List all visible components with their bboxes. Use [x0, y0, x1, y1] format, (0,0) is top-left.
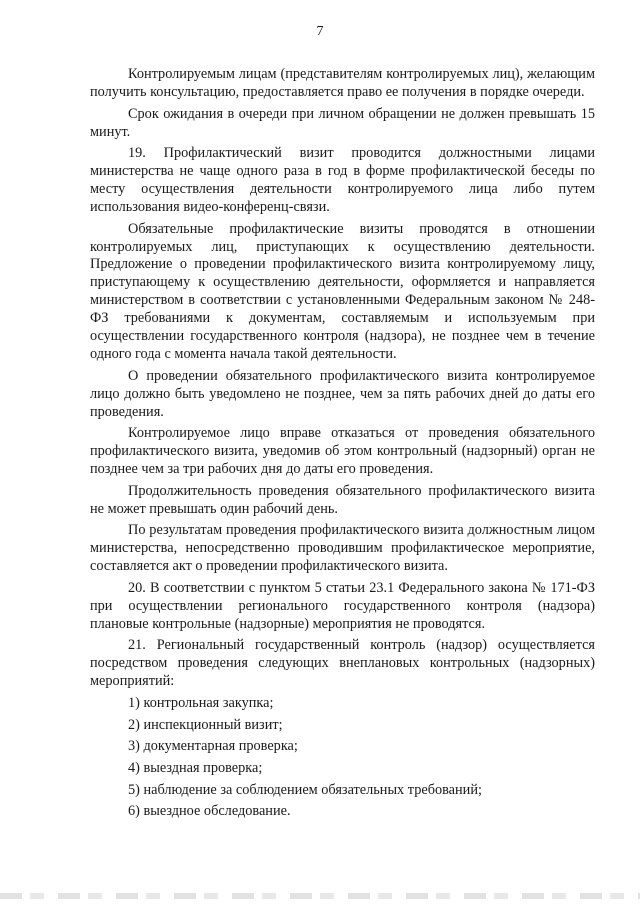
list-item: 4) выездная проверка; [128, 759, 263, 776]
measures-list [90, 695, 595, 821]
paragraph: О проведении обязательного профилактического визита контролируемое лицо должно быть уведомлено не позднее, чем за пять рабочих дней до даты его проведения. [90, 367, 595, 420]
list-item: 1) контрольная закупка; [128, 694, 274, 711]
list-item: 6) выездное обследование. [128, 803, 291, 820]
list-item: 2) инспекционный визит; [128, 716, 283, 733]
paragraph: Продолжительность проведения обязательного профилактического визита не может превышать один рабочий день. [90, 482, 595, 517]
list-item: 3) документарная проверка; [128, 738, 298, 755]
document-body [90, 66, 595, 825]
paragraph: Срок ожидания в очереди при личном обращении не должен превышать 15 минут. [90, 105, 595, 140]
list-item: 5) наблюдение за соблюдением обязательных требований; [128, 781, 482, 798]
paragraph: Контролируемое лицо вправе отказаться от проведения обязательного профилактического визита, уведомив об этом контрольный (надзорный) орган не позднее чем за три рабочих дня до даты его проведения. [90, 425, 595, 478]
paragraph: По результатам проведения профилактического визита должностным лицом министерства, непосредственно проводившим профилактическое мероприятие, составляется акт о проведении профилактического визита. [90, 522, 595, 575]
paragraph: Контролируемым лицам (представителям контролируемых лиц), желающим получить консультацию, предоставляется право ее получения в порядке очереди. [90, 66, 595, 100]
scan-artifact-strip [0, 893, 640, 899]
paragraph: 19. Профилактический визит проводится должностными лицами министерства не чаще одного раза в год в форме профилактической беседы по месту осуществления деятельности контролируемого лица либо путем использования видео-конференц-связи. [90, 145, 595, 215]
page-number: 7 [316, 24, 324, 39]
paragraph: 21. Региональный государственный контроль (надзор) осуществляется посредством проведения следующих внеплановых контрольных (надзорных) мероприятий: [90, 637, 595, 690]
paragraph: 20. В соответствии с пунктом 5 статьи 23.1 Федерального закона № 171-ФЗ при осуществлении регионального государственного контроля (надзора) плановые контрольные (надзорные) мероприятия не проводятся. [90, 579, 595, 632]
paragraph: Обязательные профилактические визиты проводятся в отношении контролируемых лиц, приступающих к осуществлению деятельности. Предложение о проведении профилактического визита контролируемому лицу, приступающему к осуществлению деятельности, оформляется и направляется министерством в соответствии с установленными Федеральным законом № 248-ФЗ требованиями к документам, составляемым и используемым при осуществлении государственного контроля (надзора), не позднее чем в течение одного года с момента начала такой деятельности. [90, 220, 595, 362]
